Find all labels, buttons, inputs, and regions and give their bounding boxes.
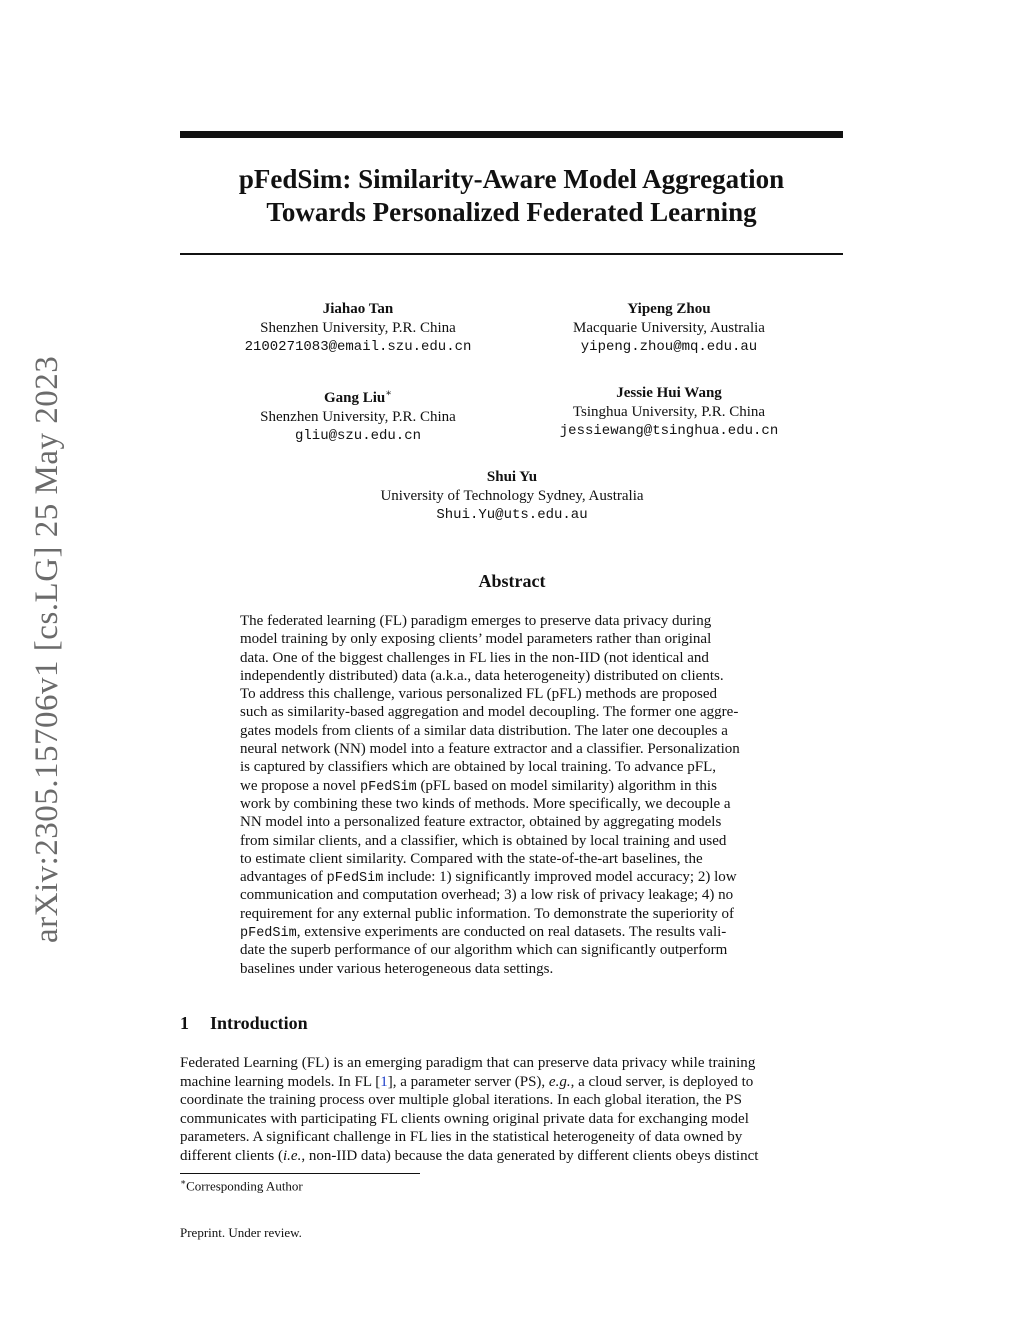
author-email: gliu@szu.edu.cn [294,428,422,444]
footnote [180,1177,303,1194]
title-bottom-rule [180,253,843,255]
author-email: jessiewang@tsinghua.edu.cn [559,423,779,439]
author-name: Jessie Hui Wang [616,385,722,401]
author-block [528,384,810,441]
abstract-line: The federated learning (FL) paradigm emerges to preserve data privacy during [240,613,712,629]
title-line-2: Towards Personalized Federated Learning [266,197,757,227]
abstract-line: we propose a novel pFedSim (pFL based on model similarity) algorithm in this [240,777,717,795]
abstract-line: work by combining these two kinds of methods. More specifically, we decouple a [240,795,731,812]
author-affiliation: Tsinghua University, P.R. China [572,404,766,420]
abstract-line: date the superb performance of our algorithm which can significantly outperform [240,942,728,959]
intro-line: parameters. A significant challenge in FL lies in the statistical heterogeneity of data owned by [180,1129,743,1145]
author-affiliation: Shenzhen University, P.R. China [260,320,456,336]
author-block [218,384,498,446]
author-email: 2100271083@email.szu.edu.cn [244,339,472,355]
author-name: Gang Liu∗ [323,388,393,406]
footnote-mark: ∗ [180,1177,187,1187]
author-block [218,300,498,357]
footnote-rule [180,1173,420,1174]
abstract-line: neural network (NN) model into a feature extractor and a classifier. Personalization [240,741,740,758]
method-name: pFedSim [240,926,297,942]
intro-line: coordinate the training process over multiple global iterations. In each global iteration, the PS [180,1092,742,1108]
abstract-line: to estimate client similarity. Compared with the state-of-the-art baselines, the [240,850,703,867]
introduction-body [180,1054,843,1165]
footnote-text: Corresponding Author [186,1178,303,1194]
abstract-heading: Abstract [478,571,546,591]
intro-line: different clients (i.e., non-IID data) because the data generated by different clients obeys distinct [180,1147,759,1164]
abstract-line: is captured by classifiers which are obtained by local training. To advance pFL, [240,759,717,776]
abstract-line: data. One of the biggest challenges in FL lies in the non-IID (not identical and [240,649,709,666]
author-name: Yipeng Zhou [627,301,711,317]
abstract-line: To address this challenge, various personalized FL (pFL) methods are proposed [240,686,718,703]
method-name: pFedSim [359,779,417,795]
abstract-line: advantages of pFedSim include: 1) significantly improved model accuracy; 2) low [240,869,737,887]
intro-line: Federated Learning (FL) is an emerging paradigm that can preserve data privacy while training [180,1055,756,1071]
title-top-rule [180,131,843,138]
author-name: Jiahao Tan [322,301,394,317]
author-affiliation: University of Technology Sydney, Australia [380,488,644,504]
method-name: pFedSim [326,871,384,887]
section-number: 1 [180,1013,189,1033]
abstract-line: from similar clients, and a classifier, which is obtained by local training and used [240,832,727,849]
abstract-line: such as similarity-based aggregation and model decoupling. The former one aggre- [240,704,739,721]
abstract-line: communication and computation overhead; 3) a low risk of privacy leakage; 4) no [240,887,734,904]
abstract-line: baselines under various heterogeneous data settings. [240,960,554,977]
intro-line: communicates with participating FL clients owning original private data for exchanging model [180,1110,749,1127]
abstract-line: gates models from clients of a similar data distribution. The later one decouples a [240,722,728,739]
author-email: yipeng.zhou@mq.edu.au [580,339,758,355]
title-line-1: pFedSim: Similarity-Aware Model Aggregation [238,164,785,194]
author-affiliation: Macquarie University, Australia [573,320,765,336]
author-block [528,300,810,357]
abstract-line: independently distributed) data (a.k.a., data heterogeneity) distributed on clients. [240,667,724,684]
citation-link[interactable]: 1 [380,1073,388,1090]
abstract-line: NN model into a personalized feature extractor, obtained by aggregating models [240,814,722,831]
author-block [340,468,684,525]
paper-title [180,163,843,229]
intro-line: machine learning models. In FL [1], a parameter server (PS), e.g., a cloud server, is deployed to [180,1073,754,1090]
corresponding-mark: ∗ [385,388,393,399]
abstract-body [240,612,784,978]
author-affiliation: Shenzhen University, P.R. China [260,409,456,425]
abstract-line: requirement for any external public information. To demonstrate the superiority of [240,905,734,922]
author-email: Shui.Yu@uts.edu.au [436,507,588,523]
section-heading [180,1013,308,1034]
section-title: Introduction [210,1013,308,1033]
author-name: Shui Yu [486,469,538,485]
arxiv-stamp: arXiv:2305.15706v1 [cs.LG] 25 May 2023 [29,355,65,943]
abstract-line: pFedSim, extensive experiments are conducted on real datasets. The results vali- [240,924,727,942]
preprint-footer: Preprint. Under review. [180,1225,302,1240]
abstract-line: model training by only exposing clients’ model parameters rather than original [240,631,712,648]
